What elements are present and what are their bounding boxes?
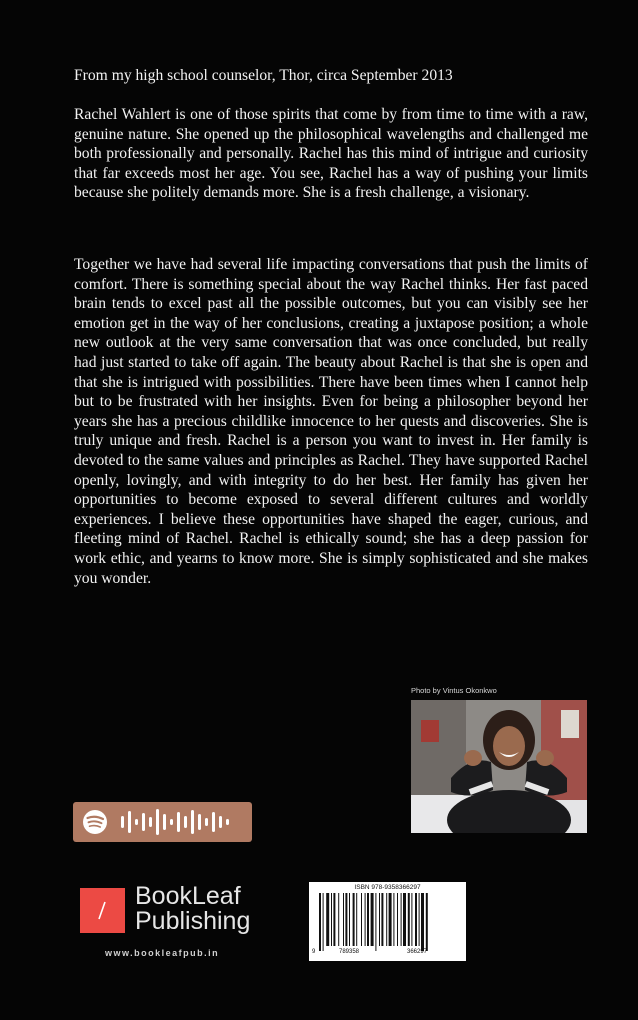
barcode-bar	[326, 893, 329, 946]
publisher-logo	[75, 880, 265, 960]
photo-credit: Photo by Vintus Okonkwo	[411, 686, 497, 695]
barcode-bar	[379, 893, 380, 946]
barcode-bar	[319, 893, 321, 951]
barcode-digits-right: 366297	[407, 949, 428, 955]
publisher-name-line-2: Publishing	[135, 907, 251, 935]
barcode-bar	[397, 893, 398, 946]
barcode-bar	[323, 893, 324, 951]
slash-icon	[80, 888, 125, 933]
spotify-code-bars	[121, 809, 229, 835]
barcode-bar	[365, 893, 366, 946]
barcode-bar	[401, 893, 402, 946]
barcode-bar	[367, 893, 369, 946]
barcode-bar	[333, 893, 335, 946]
spotify-code[interactable]	[73, 802, 252, 842]
barcode-bar	[331, 893, 332, 946]
barcode-bar	[426, 893, 428, 951]
barcode-bar	[389, 893, 392, 946]
author-photo-illustration	[411, 700, 587, 833]
spotify-icon	[83, 810, 107, 834]
publisher-logo-mark	[80, 888, 125, 933]
testimonial-heading: From my high school counselor, Thor, circa September 2013	[74, 67, 453, 84]
publisher-website: www.bookleafpub.in	[105, 948, 220, 958]
isbn-label: ISBN 978-9358366297	[354, 884, 421, 891]
author-photo	[411, 700, 587, 833]
testimonial-paragraph-1: Rachel Wahlert is one of those spirits that come by from time to time with a raw, genuine nature. She opened up the philosophical wavelengths and challenged me both professionally and personally. Rachel has this mind of intrigue and curiosity that far exceeds most her age. You see, Rachel has a way of pushing your limits because she politely demands more. She is a fresh challenge, a visionary.	[74, 106, 588, 202]
isbn-barcode	[309, 882, 466, 961]
barcode-bar	[338, 893, 339, 946]
barcode-bar	[386, 893, 387, 946]
barcode-bar	[361, 893, 362, 946]
barcode-bar	[421, 893, 424, 951]
barcode-bar	[393, 893, 394, 946]
spotify-code-graphic	[73, 802, 252, 842]
barcode-bar	[403, 893, 406, 946]
barcode-bar	[345, 893, 347, 946]
barcode-bars	[319, 893, 461, 951]
barcode-bar	[371, 893, 374, 946]
barcode-digits-left: 789358	[339, 949, 360, 955]
testimonial-paragraph-2: Together we have had several life impacting conversations that push the limits of comfort. There is something special about the way Rachel thinks. Her fast paced brain tends to excel past all the possible outcomes, but you can visibly see her emotion get in the way of her conclusions, creating a juxtapose position; a whole new outlook at the very same conversation that was once concluded, but really had just started to take off again. The beauty about Rachel is that she is open and that she is intrigued with possibilities. There have been times when I cannot help but to be frustrated with her insights. Even for being a philosopher beyond her years she has a precious childlike innocence to her quests and discoveries. She is truly unique and fresh. Rachel is a person you want to invest in. Her family is devoted to the same values and principles as Rachel. They have supported Rachel openly, lovingly, and with integrity to do her best. Her family has given her opportunities to become exposed to several different cultures and worldly experiences. I believe these opportunities have shaped the eager, curious, and fleeting mind of Rachel. Rachel is ethically sound; she has a deep passion for work ethic, and yearns to know more. She is simply sophisticated and she makes you wonder.	[74, 256, 588, 587]
barcode-bar	[381, 893, 383, 946]
barcode-bar	[343, 893, 344, 946]
barcode-bar	[356, 893, 357, 946]
barcode-bar	[419, 893, 420, 946]
publisher-name-line-1: BookLeaf	[135, 882, 241, 910]
barcode-bar	[415, 893, 417, 946]
barcode-bar	[353, 893, 355, 946]
barcode-bar	[408, 893, 410, 946]
barcode-bar	[349, 893, 350, 946]
barcode-bar	[375, 893, 376, 951]
barcode-bar	[411, 893, 412, 946]
barcode-digit-lead: 9	[312, 949, 316, 955]
